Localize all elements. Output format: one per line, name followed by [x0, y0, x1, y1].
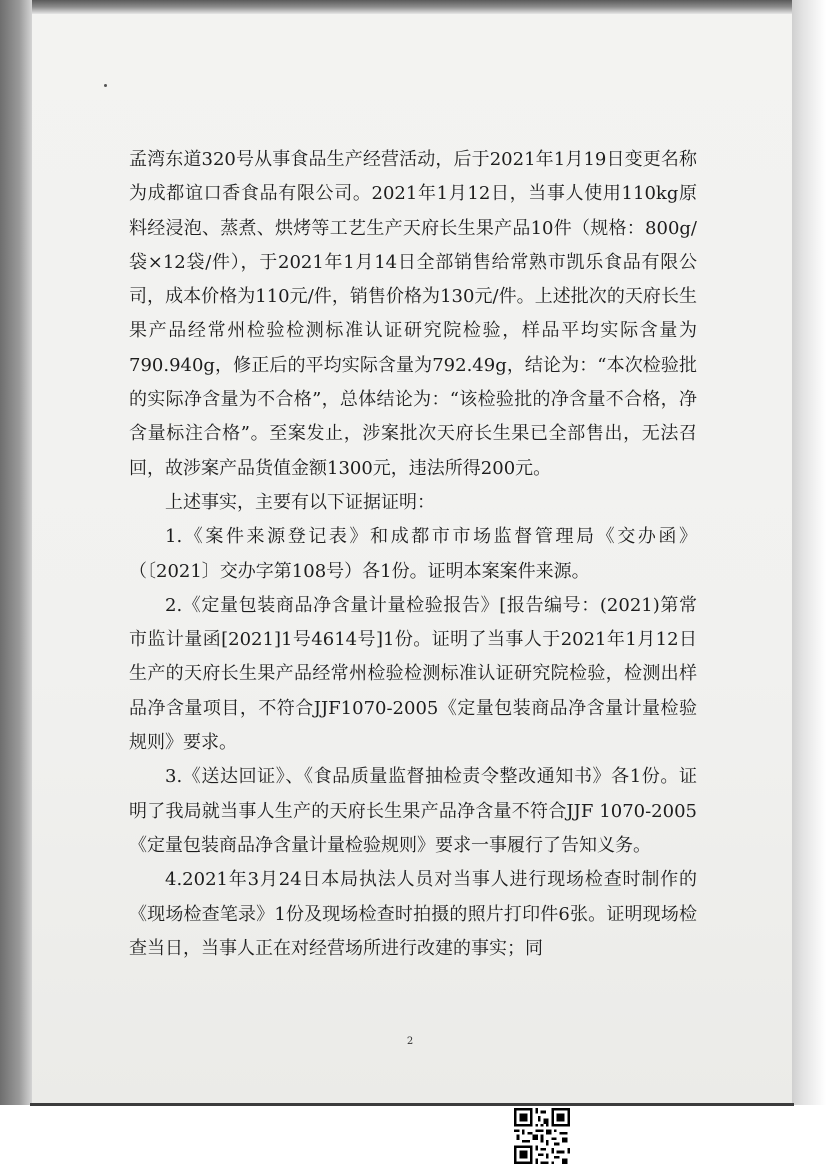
document-body	[129, 143, 697, 966]
scan-right-edge	[792, 0, 826, 1105]
paragraph-evidence-intro: 上述事实，主要有以下证据证明：	[165, 491, 435, 513]
scan-speck	[104, 84, 107, 87]
scan-top-edge	[32, 0, 792, 14]
scan-left-edge	[0, 0, 32, 1105]
page-number: 2	[406, 1036, 414, 1047]
paragraph-evidence-4: 4.2021年3月24日本局执法人员对当事人进行现场检查时制作的《现场检查笔录》1份及现场检查时拍摄的照片打印件6张。证明现场检查当日，当事人正在对经营场所进行改建的事实；同	[129, 869, 697, 959]
paragraph-evidence-1: 1.《案件来源登记表》和成都市市场监督管理局《交办函》（〔2021〕交办字第108号）各1份。证明本案案件来源。	[129, 526, 697, 582]
paragraph-facts: 孟湾东道320号从事食品生产经营活动，后于2021年1月19日变更名称为成都谊口香食品有限公司。2021年1月12日，当事人使用110kg原料经浸泡、蒸煮、烘烤等工艺生产天府长生果产品10件（规格：800g/袋×12袋/件），于2021年1月14日全部销售给常熟市凯乐食品有限公司，成本价格为110元/件，销售价格为130元/件。上述批次的天府长生果产品经常州检验检测标准认证研究院检验，样品平均实际含量为790.940g，修正后的平均实际含量为792.49g，结论为：“本次检验批的实际净含量为不合格”，总体结论为：“该检验批的净含量不合格，净含量标注合格”。至案发止，涉案批次天府长生果已全部售出，无法召回，故涉案产品货值金额1300元，违法所得200元。	[129, 149, 697, 479]
paragraph-evidence-3: 3.《送达回证》、《食品质量监督抽检责令整改通知书》各1份。证明了我局就当事人生产的天府长生果产品净含量不符合JJF 1070-2005《定量包装商品净含量计量检验规则》要求一事履行了告知义务。	[129, 766, 697, 856]
qr-code-icon	[514, 1108, 570, 1164]
page-bottom-edge	[30, 1103, 794, 1106]
paragraph-evidence-2: 2.《定量包装商品净含量计量检验报告》[报告编号：(2021)第常市监计量函[2021]1号4614号]1份。证明了当事人于2021年1月12日生产的天府长生果产品经常州检验检测标准认证研究院检验，检测出样品净含量项目，不符合JJF1070-2005《定量包装商品净含量计量检验规则》要求。	[129, 594, 697, 754]
